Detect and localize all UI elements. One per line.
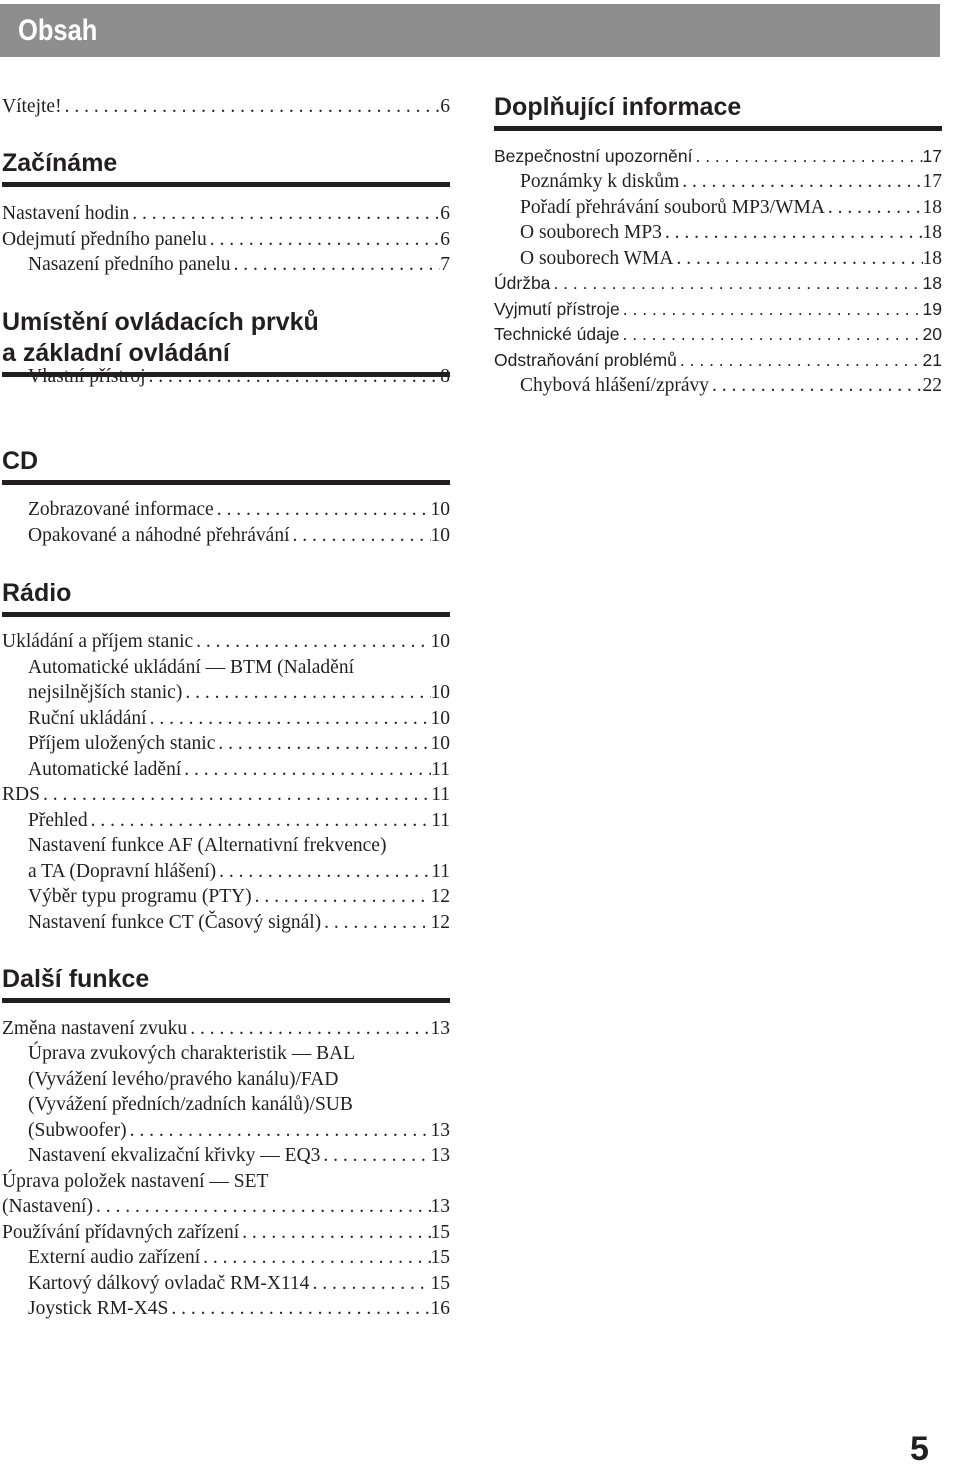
toc-entry[interactable]: Nastavení funkce CT (Časový signál) . . . 12: [28, 910, 450, 936]
toc-entry[interactable]: Joystick RM-X4S . . . 16: [28, 1296, 450, 1322]
toc-entry[interactable]: Poznámky k diskům . . . 17: [520, 169, 942, 195]
toc-entry[interactable]: (Vyvážení předních/zadních kanálů)/SUB: [28, 1094, 353, 1115]
toc-entry[interactable]: Příjem uložených stanic . . . 10: [28, 731, 450, 757]
toc-entry[interactable]: nejsilnějších stanic) . . . 10: [28, 680, 450, 706]
toc-entry[interactable]: Změna nastavení zvuku . . . 13: [2, 1016, 450, 1042]
toc-entry[interactable]: O souborech MP3 . . . 18: [520, 220, 942, 246]
page-number: 5: [910, 1430, 929, 1468]
toc-entry[interactable]: Zobrazované informace . . . 10: [28, 497, 450, 523]
toc-entry[interactable]: Přehled . . . 11: [28, 808, 450, 834]
toc-page-number: 6: [440, 96, 450, 117]
toc-entry[interactable]: Nastavení ekvalizační křivky — EQ3 . . . 13: [28, 1143, 450, 1169]
toc-entry[interactable]: RDS . . . 11: [2, 782, 450, 808]
toc-entry[interactable]: Chybová hlášení/zprávy . . . 22: [520, 373, 942, 399]
contents-header-bar: [0, 4, 940, 57]
toc-entry[interactable]: Automatické ladění . . . 11: [28, 757, 450, 783]
toc-entry[interactable]: (Subwoofer) . . . 13: [28, 1118, 450, 1144]
toc-entry[interactable]: Pořadí přehrávání souborů MP3/WMA . . . 18: [520, 195, 942, 221]
toc-entry[interactable]: Ukládání a příjem stanic . . . 10: [2, 629, 450, 655]
toc-entry[interactable]: Nastavení funkce AF (Alternativní frekvence): [28, 835, 387, 856]
toc-entry[interactable]: (Nastavení) . . . 13: [2, 1194, 450, 1220]
toc-entry[interactable]: Nasazení předního panelu . . . 7: [28, 252, 450, 278]
toc-entry[interactable]: Odstraňování problémů . . . 21: [494, 348, 942, 374]
toc-entry[interactable]: Odejmutí předního panelu . . . 6: [2, 227, 450, 253]
toc-entry[interactable]: a TA (Dopravní hlášení) . . . 11: [28, 859, 450, 885]
toc-entry-welcome[interactable]: [2, 94, 450, 120]
section-heading-getting-started: Začínáme: [2, 148, 450, 187]
toc-entry[interactable]: Úprava položek nastavení — SET: [2, 1171, 269, 1192]
toc-entry[interactable]: Kartový dálkový ovladač RM-X114 . . . 15: [28, 1271, 450, 1297]
section-heading-cd: CD: [2, 446, 450, 485]
toc-entry[interactable]: Bezpečnostní upozornění . . . 17: [494, 144, 942, 170]
toc-entry[interactable]: Používání přídavných zařízení . . . 15: [2, 1220, 450, 1246]
page-title: Obsah: [18, 14, 98, 47]
toc-entry[interactable]: Úprava zvukových charakteristik — BAL: [28, 1043, 356, 1064]
toc-entry[interactable]: Vlastní přístroj . . . 8: [28, 364, 450, 390]
toc-entry[interactable]: O souborech WMA . . . 18: [520, 246, 942, 272]
section-heading-controls: Umístění ovládacích prvků a základní ovládání: [2, 307, 450, 377]
toc-entry[interactable]: Technické údaje . . . 20: [494, 322, 942, 348]
toc-entry[interactable]: Údržba . . . 18: [494, 271, 942, 297]
section-heading-additional-info: Doplňující informace: [494, 92, 942, 131]
toc-entry[interactable]: Automatické ukládání — BTM (Naladění: [28, 657, 354, 678]
dot-leader: [62, 94, 441, 120]
toc-entry[interactable]: Externí audio zařízení . . . 15: [28, 1245, 450, 1271]
toc-entry[interactable]: Vyjmutí přístroje . . . 19: [494, 297, 942, 323]
toc-entry[interactable]: Nastavení hodin . . . 6: [2, 201, 450, 227]
toc-entry[interactable]: Opakované a náhodné přehrávání . . . 10: [28, 523, 450, 549]
section-heading-other-functions: Další funkce: [2, 964, 450, 1003]
section-heading-radio: Rádio: [2, 578, 450, 617]
toc-entry[interactable]: Ruční ukládání . . . 10: [28, 706, 450, 732]
toc-entry[interactable]: (Vyvážení levého/pravého kanálu)/FAD: [28, 1069, 339, 1090]
toc-entry-title: Vítejte!: [2, 96, 62, 117]
toc-entry[interactable]: Výběr typu programu (PTY) . . . 12: [28, 884, 450, 910]
